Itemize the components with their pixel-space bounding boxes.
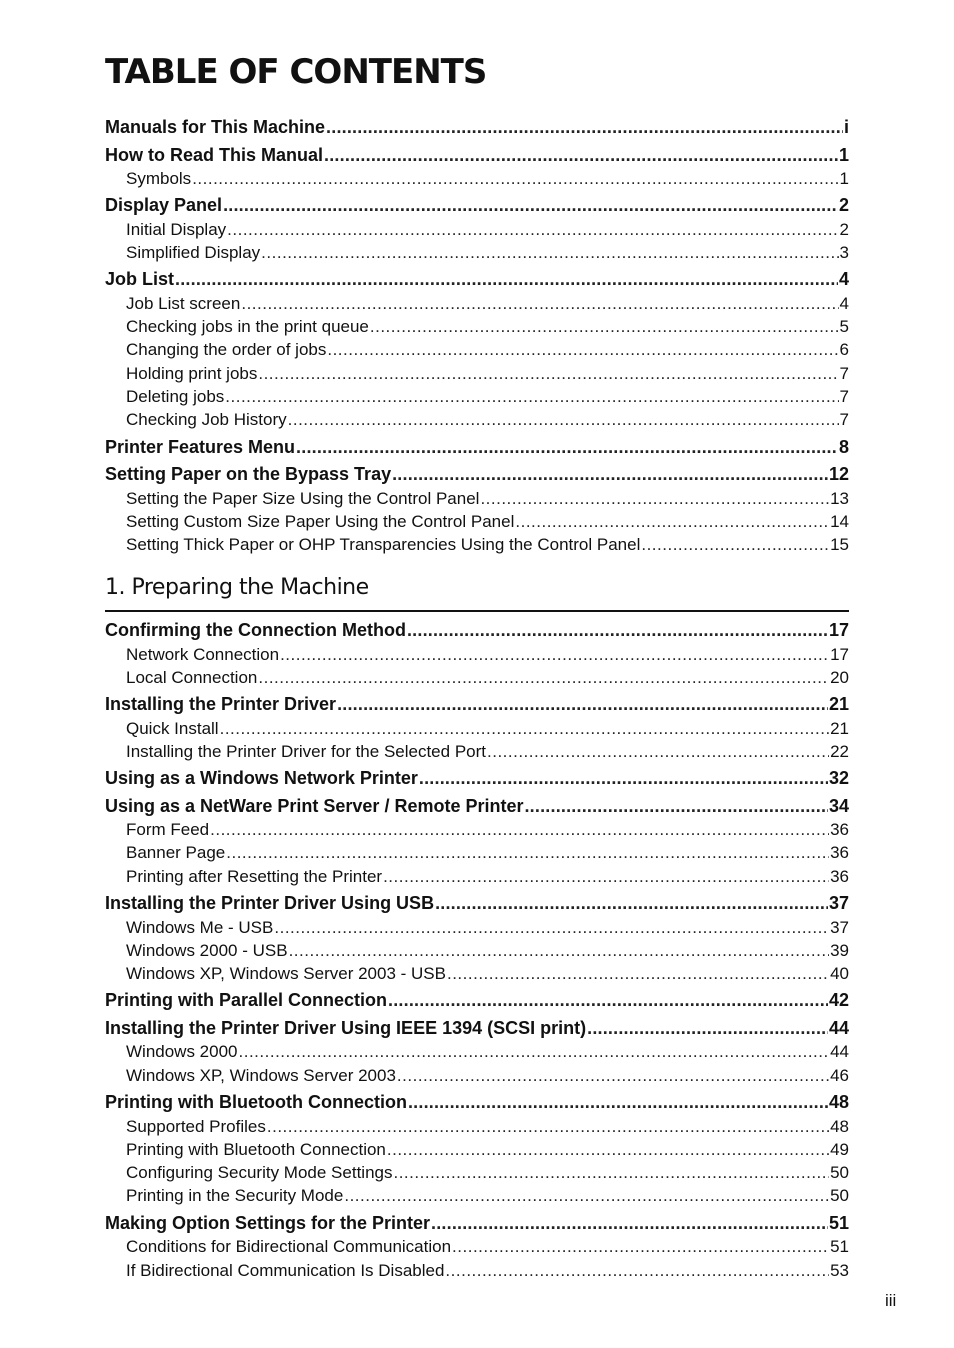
toc-entry-title: Conditions for Bidirectional Communication [126, 1237, 452, 1257]
toc-entry-title: Job List [105, 269, 175, 290]
toc-page-number: 4 [839, 293, 849, 313]
toc-page-number: 12 [828, 464, 849, 485]
toc-page-number: 37 [828, 893, 849, 914]
toc-page-number: 50 [830, 1163, 849, 1183]
toc-page-number: 53 [830, 1260, 849, 1280]
toc-entry[interactable] [105, 1091, 849, 1115]
dot-leader [344, 1184, 829, 1207]
toc-entry-title: Printing with Bluetooth Connection [126, 1139, 386, 1159]
toc-subentry[interactable] [105, 510, 849, 533]
toc-entry-title: Holding print jobs [126, 363, 258, 383]
dot-leader [387, 1138, 829, 1161]
dot-leader [175, 268, 838, 292]
dot-leader [210, 818, 829, 841]
toc-entry-title: Printing after Resetting the Printer [126, 866, 383, 886]
toc-entry-title: Network Connection [126, 644, 280, 664]
toc-page-number: 15 [830, 535, 849, 555]
toc-entry-title: Setting Paper on the Bypass Tray [105, 464, 392, 485]
toc-entry-title: Installing the Printer Driver [105, 694, 337, 715]
page-number: iii [885, 1291, 897, 1310]
toc-entry[interactable] [105, 116, 849, 140]
toc-entry-title: Supported Profiles [126, 1116, 266, 1136]
toc-page-number: 8 [838, 436, 849, 457]
dot-leader [337, 693, 828, 717]
toc-entry-title: Installing the Printer Driver Using USB [105, 893, 435, 914]
toc-entry-title: Making Option Settings for the Printer [105, 1212, 431, 1233]
dot-leader [326, 116, 843, 140]
dot-leader [274, 916, 829, 939]
dot-leader [370, 315, 839, 338]
toc-entry-title: Manuals for This Machine [105, 117, 326, 137]
toc-entry-title: Using as a Windows Network Printer [105, 768, 418, 789]
toc-subentry[interactable] [105, 362, 849, 385]
toc-entry-title: Setting Custom Size Paper Using the Control Panel [126, 511, 515, 531]
toc-page-number: 44 [830, 1042, 849, 1062]
toc-entry-title: If Bidirectional Communication Is Disabled [126, 1260, 445, 1280]
toc-entry[interactable] [105, 693, 849, 717]
toc-entry-title: Printing with Bluetooth Connection [105, 1092, 407, 1113]
dot-leader [261, 241, 838, 264]
dot-leader [327, 338, 838, 361]
dot-leader [524, 795, 827, 819]
toc-subentry[interactable] [105, 841, 849, 864]
toc-subentry[interactable] [105, 1064, 849, 1087]
toc-page-number: 36 [830, 866, 849, 886]
toc-page-number: 22 [830, 741, 849, 761]
toc-page-number: 13 [830, 488, 849, 508]
toc-entry-title: Printing with Parallel Connection [105, 990, 388, 1011]
dot-leader [515, 510, 829, 533]
toc-page-number: 48 [830, 1116, 849, 1136]
toc-entry[interactable] [105, 463, 849, 487]
toc-subentry[interactable] [105, 916, 849, 939]
toc-entry-title: Form Feed [126, 820, 210, 840]
toc-page-number: 50 [830, 1186, 849, 1206]
toc-page-number: 1 [838, 144, 849, 165]
dot-leader [397, 1064, 829, 1087]
toc-subentry[interactable] [105, 818, 849, 841]
toc-entry[interactable] [105, 767, 849, 791]
toc-subentry[interactable] [105, 533, 849, 556]
toc-entry[interactable] [105, 892, 849, 916]
toc-chapter-1 [105, 615, 849, 1282]
toc-entry[interactable] [105, 144, 849, 168]
toc-subentry[interactable] [105, 167, 849, 190]
toc-page-number: 3 [839, 243, 849, 263]
toc-page-number: 40 [830, 964, 849, 984]
dot-leader [480, 487, 829, 510]
toc-subentry[interactable] [105, 1259, 849, 1282]
page-title: TABLE OF CONTENTS [105, 52, 487, 92]
toc-entry[interactable] [105, 619, 849, 643]
toc-page-number: 2 [839, 219, 849, 239]
toc-entry-title: Symbols [126, 169, 192, 188]
dot-leader [220, 717, 829, 740]
toc-subentry[interactable] [105, 1138, 849, 1161]
toc-entry-title: Printing in the Security Mode [126, 1186, 344, 1206]
toc-page-number: 49 [830, 1139, 849, 1159]
toc-entry-title: Local Connection [126, 667, 258, 687]
toc-subentry[interactable] [105, 865, 849, 888]
dot-leader [288, 408, 839, 431]
toc-page-number: 48 [828, 1092, 849, 1113]
dot-leader [447, 962, 829, 985]
toc-page-number: 44 [828, 1017, 849, 1038]
toc-page-number: 4 [838, 269, 849, 290]
toc-page-number: 36 [830, 843, 849, 863]
toc-page-number: 42 [828, 990, 849, 1011]
dot-leader [445, 1259, 829, 1282]
toc-subentry[interactable] [105, 315, 849, 338]
toc-entry-title: Banner Page [126, 843, 226, 863]
dot-leader [192, 167, 838, 190]
toc-page-number: 6 [839, 340, 849, 360]
dot-leader [280, 643, 829, 666]
dot-leader [324, 144, 838, 168]
toc-subentry[interactable] [105, 1235, 849, 1258]
toc-page-number: 36 [830, 820, 849, 840]
toc-entry[interactable] [105, 1212, 849, 1236]
toc-subentry[interactable] [105, 643, 849, 666]
toc-subentry[interactable] [105, 218, 849, 241]
toc-subentry[interactable] [105, 487, 849, 510]
toc-page-number: 37 [830, 917, 849, 937]
toc-entry-title: Windows XP, Windows Server 2003 [126, 1065, 396, 1085]
toc-page-number: 7 [839, 410, 849, 430]
toc-page-number: 39 [830, 940, 849, 960]
toc-subentry[interactable] [105, 241, 849, 264]
toc-entry-title: Windows 2000 - USB [126, 940, 288, 960]
dot-leader [452, 1235, 829, 1258]
toc-entry-title: Display Panel [105, 195, 223, 216]
toc-page-number: 46 [830, 1065, 849, 1085]
toc-entry-title: Changing the order of jobs [126, 340, 327, 360]
toc-subentry[interactable] [105, 666, 849, 689]
dot-leader [296, 436, 838, 460]
toc-entry-title: Windows Me - USB [126, 917, 274, 937]
toc-page-number: 7 [839, 363, 849, 383]
toc-subentry[interactable] [105, 1040, 849, 1063]
toc-page-number: 17 [828, 620, 849, 640]
toc-subentry[interactable] [105, 1115, 849, 1138]
toc-page-number: 7 [839, 387, 849, 407]
toc-page-number: 51 [828, 1212, 849, 1233]
toc-page-number: 14 [830, 511, 849, 531]
dot-leader [388, 989, 828, 1013]
toc-entry-title: Setting the Paper Size Using the Control Panel [126, 488, 480, 508]
toc-subentry[interactable] [105, 717, 849, 740]
toc-entry-title: Windows XP, Windows Server 2003 - USB [126, 964, 446, 984]
dot-leader [227, 218, 838, 241]
dot-leader [419, 767, 828, 791]
toc-page-number: 17 [830, 644, 849, 664]
toc-entry-title: Deleting jobs [126, 387, 225, 407]
dot-leader [267, 1115, 829, 1138]
dot-leader [225, 385, 838, 408]
dot-leader [226, 841, 829, 864]
toc-subentry[interactable] [105, 962, 849, 985]
toc-entry[interactable] [105, 989, 849, 1013]
dot-leader [407, 619, 828, 643]
toc-page-number: 1 [839, 169, 849, 188]
dot-leader [435, 892, 828, 916]
dot-leader [408, 1091, 828, 1115]
toc-page-number: 2 [838, 195, 849, 216]
toc-front-matter [105, 112, 849, 557]
toc-subentry[interactable] [105, 740, 849, 763]
dot-leader [223, 194, 838, 218]
dot-leader [239, 1040, 830, 1063]
toc-page-number: i [843, 117, 849, 137]
toc-entry-title: Checking Job History [126, 410, 287, 430]
toc-page-number: 21 [828, 694, 849, 715]
toc-entry[interactable] [105, 436, 849, 460]
toc-entry-title: Job List screen [126, 293, 241, 313]
toc-entry-title: Using as a NetWare Print Server / Remote Printer [105, 795, 524, 816]
dot-leader [289, 939, 830, 962]
toc-entry[interactable] [105, 268, 849, 292]
toc-page-number: 21 [830, 718, 849, 738]
toc-page-number: 20 [830, 667, 849, 687]
toc-page-number: 5 [839, 317, 849, 337]
dot-leader [258, 362, 838, 385]
toc-entry[interactable] [105, 1017, 849, 1041]
toc-entry-title: Configuring Security Mode Settings [126, 1163, 393, 1183]
toc-subentry[interactable] [105, 292, 849, 315]
toc-entry-title: Setting Thick Paper or OHP Transparencies Using the Control Panel [126, 535, 641, 555]
toc-subentry[interactable] [105, 408, 849, 431]
toc-entry-title: Checking jobs in the print queue [126, 317, 369, 337]
toc-subentry[interactable] [105, 939, 849, 962]
toc-page-number: 32 [828, 768, 849, 789]
dot-leader [487, 740, 829, 763]
toc-page-number: 34 [828, 795, 849, 816]
toc-entry-title: Simplified Display [126, 243, 261, 263]
toc-subentry[interactable] [105, 1161, 849, 1184]
toc-entry-title: Windows 2000 [126, 1042, 238, 1062]
dot-leader [392, 463, 828, 487]
toc-page-number: 51 [830, 1237, 849, 1257]
toc-entry-title: Printer Features Menu [105, 436, 296, 457]
toc-entry[interactable] [105, 795, 849, 819]
toc-entry-title: Initial Display [126, 219, 227, 239]
dot-leader [587, 1017, 828, 1041]
toc-entry[interactable] [105, 194, 849, 218]
dot-leader [641, 533, 829, 556]
dot-leader [393, 1161, 829, 1184]
toc-entry-title: How to Read This Manual [105, 144, 324, 165]
toc-entry-title: Installing the Printer Driver Using IEEE 1394 (SCSI print) [105, 1017, 587, 1038]
toc-subentry[interactable] [105, 385, 849, 408]
chapter-heading: 1. Preparing the Machine [105, 572, 849, 612]
toc-subentry[interactable] [105, 1184, 849, 1207]
dot-leader [241, 292, 838, 315]
dot-leader [431, 1212, 828, 1236]
toc-entry-title: Installing the Printer Driver for the Selected Port [126, 741, 486, 761]
toc-entry-title: Quick Install [126, 718, 219, 738]
dot-leader [383, 865, 829, 888]
toc-entry-title: Confirming the Connection Method [105, 620, 406, 640]
toc-subentry[interactable] [105, 338, 849, 361]
dot-leader [258, 666, 829, 689]
